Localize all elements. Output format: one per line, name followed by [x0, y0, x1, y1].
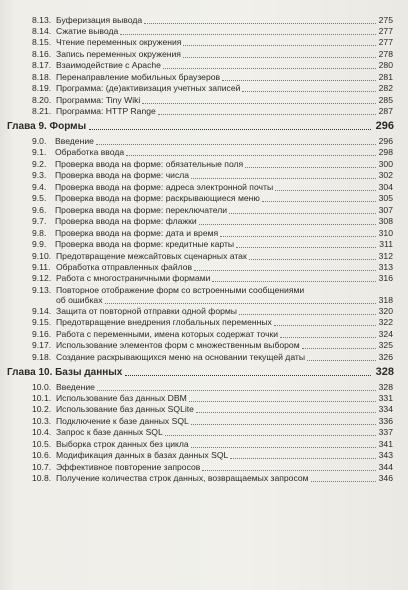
- leader-dots: [249, 259, 376, 260]
- page-number: 285: [378, 94, 393, 105]
- section-title: Проверка ввода на форме: обязательные поля: [55, 158, 244, 169]
- leader-dots: [229, 213, 376, 214]
- page-number: 277: [378, 25, 393, 36]
- section-number: 9.8.: [32, 227, 47, 238]
- section-number: 10.7.: [32, 461, 52, 472]
- section-title: Проверка ввода на форме: флажки: [55, 216, 197, 227]
- page-number: 322: [378, 317, 393, 328]
- page-number: 344: [378, 461, 393, 472]
- section-title: Выборка строк данных без цикла: [56, 438, 189, 449]
- page-number: 331: [378, 392, 393, 403]
- leader-dots: [302, 348, 376, 349]
- section-number: 8.19.: [32, 83, 52, 94]
- section-title-continued: об ошибках: [56, 294, 103, 305]
- leader-dots: [220, 236, 376, 237]
- section-title: Использование баз данных SQLite: [56, 404, 194, 415]
- leader-dots: [194, 270, 376, 271]
- section-title: Обработка отправленных файлов: [56, 261, 193, 272]
- page-number: 310: [378, 227, 393, 238]
- section-number: 10.2.: [32, 404, 52, 415]
- section-title: Работа с многостраничными формами: [56, 273, 211, 284]
- page-number: 316: [378, 273, 393, 284]
- section-title: Использование баз данных DBM: [56, 392, 187, 403]
- page-number: 328: [375, 365, 394, 378]
- page-number: 320: [378, 305, 393, 316]
- section-number: 9.16.: [32, 328, 52, 339]
- page-number: 313: [378, 261, 393, 272]
- section-title: Программа: Tiny Wiki: [56, 94, 141, 105]
- section-title: Эффективное повторение запросов: [56, 461, 201, 472]
- section-title: Чтение переменных окружения: [56, 37, 182, 48]
- leader-dots: [158, 114, 376, 115]
- leader-dots: [97, 390, 376, 391]
- leader-dots: [230, 458, 376, 459]
- section-number: 8.13.: [32, 14, 52, 25]
- section-number: 8.21.: [32, 106, 52, 117]
- section-title: Обработка ввода: [55, 147, 125, 158]
- leader-dots: [189, 401, 376, 402]
- page-number: 307: [378, 204, 393, 215]
- section-number: 9.6.: [32, 204, 47, 215]
- section-title: Создание раскрывающихся меню на основании текущей даты: [56, 351, 306, 362]
- leader-dots: [222, 80, 376, 81]
- leader-dots: [183, 45, 376, 46]
- page-number: 298: [378, 147, 393, 158]
- page-number: 300: [378, 158, 393, 169]
- page-number: 275: [378, 14, 393, 25]
- page-number: 326: [378, 351, 393, 362]
- section-title: Программа: HTTP Range: [56, 106, 156, 117]
- section-number: 10.8.: [32, 473, 52, 484]
- leader-dots: [199, 224, 376, 225]
- section-number: 10.0.: [32, 381, 52, 392]
- section-number: 8.20.: [32, 94, 52, 105]
- section-title: Сжатие вывода: [56, 25, 119, 36]
- page-number: 278: [378, 48, 393, 59]
- section-number: 10.6.: [32, 450, 52, 461]
- section-title: Предотвращение межсайтовых сценарных атак: [56, 250, 247, 261]
- leader-dots: [142, 103, 376, 104]
- section-title: Введение: [56, 381, 95, 392]
- leader-dots: [307, 360, 376, 361]
- section-number: 10.3.: [32, 415, 52, 426]
- page-number: 324: [378, 328, 393, 339]
- section-number: 9.14.: [32, 305, 52, 316]
- section-number: 9.4.: [32, 181, 47, 192]
- page-number: 318: [378, 294, 393, 305]
- page-number: 334: [378, 404, 393, 415]
- section-number: 8.16.: [32, 48, 52, 59]
- leader-dots: [196, 412, 376, 413]
- section-number: 9.12.: [32, 273, 52, 284]
- leader-dots: [165, 435, 376, 436]
- section-title: Программа: (де)активизация учетных записей: [56, 83, 241, 94]
- section-title: Подключение к базе данных SQL: [56, 415, 189, 426]
- section-number: 9.15.: [32, 317, 52, 328]
- section-number: 8.15.: [32, 37, 52, 48]
- page-number: 337: [378, 427, 393, 438]
- leader-dots: [144, 23, 376, 24]
- page-number: 281: [378, 71, 393, 82]
- section-number: 9.10.: [32, 250, 52, 261]
- section-title: Запрос к базе данных SQL: [56, 427, 163, 438]
- page-number: 343: [378, 450, 393, 461]
- section-number: 9.13.: [32, 284, 52, 295]
- section-number: 9.0.: [32, 136, 47, 146]
- section-title: Проверка ввода на форме: адреса электронной почты: [55, 181, 274, 192]
- section-number: 9.3.: [32, 170, 47, 181]
- leader-dots: [275, 190, 376, 191]
- section-number: 8.14.: [32, 25, 52, 36]
- leader-dots: [126, 155, 376, 156]
- section-title: Проверка ввода на форме: дата и время: [55, 227, 219, 238]
- section-number: 10.1.: [32, 392, 52, 403]
- section-title: Модификация данных в базах данных SQL: [56, 450, 229, 461]
- page-number: 287: [378, 106, 393, 117]
- page-number: 336: [378, 415, 393, 426]
- leader-dots: [191, 178, 376, 179]
- section-number: 9.9.: [32, 239, 47, 250]
- page-number: 277: [378, 37, 393, 48]
- section-number: 9.17.: [32, 340, 52, 351]
- chapter-title: Глава 9. Формы: [7, 121, 87, 133]
- leader-dots: [89, 129, 371, 130]
- section-title: Проверка ввода на форме: раскрывающиеся меню: [55, 193, 260, 204]
- leader-dots: [311, 481, 376, 482]
- leader-dots: [163, 68, 376, 69]
- page-number: 312: [378, 250, 393, 261]
- section-title: Введение: [55, 136, 94, 146]
- section-title: Работа с переменными, имена которых содержат точки: [56, 328, 279, 339]
- page-number: 311: [379, 239, 393, 250]
- leader-dots: [191, 424, 376, 425]
- section-title: Запись переменных окружения: [56, 48, 181, 59]
- chapter-title: Глава 10. Базы данных: [7, 366, 123, 378]
- page-number: 341: [378, 438, 393, 449]
- leader-dots: [236, 247, 376, 248]
- section-number: 10.5.: [32, 438, 52, 449]
- page-number: 305: [378, 193, 393, 204]
- leader-dots: [242, 91, 376, 92]
- leader-dots: [96, 144, 376, 145]
- leader-dots: [245, 167, 376, 168]
- leader-dots: [202, 470, 376, 471]
- section-number: 10.4.: [32, 427, 52, 438]
- page-number: 308: [378, 216, 393, 227]
- section-title: Защита от повторной отправки одной формы: [56, 305, 237, 316]
- section-number: 9.1.: [32, 147, 47, 158]
- leader-dots: [274, 325, 376, 326]
- section-number: 9.2.: [32, 158, 47, 169]
- page-number: 325: [378, 340, 393, 351]
- section-number: 8.18.: [32, 71, 52, 82]
- page-number: 280: [378, 60, 393, 71]
- leader-dots: [120, 34, 376, 35]
- section-title: Буферизация вывода: [56, 14, 143, 25]
- section-number: 9.7.: [32, 216, 47, 227]
- section-title: Перенаправление мобильных браузеров: [56, 71, 221, 82]
- leader-dots: [280, 337, 376, 338]
- page-number: 296: [375, 120, 394, 133]
- section-number: 9.18.: [32, 351, 52, 362]
- page-number: 302: [378, 170, 393, 181]
- page-number: 304: [378, 181, 393, 192]
- section-number: 8.17.: [32, 60, 52, 71]
- section-title: Предотвращение внедрения глобальных переменных: [56, 317, 272, 328]
- section-title: Повторное отображение форм со встроенными сообщениями: [56, 284, 305, 295]
- page-number: 282: [378, 83, 393, 94]
- leader-dots: [191, 447, 376, 448]
- section-number: 9.11.: [32, 261, 51, 272]
- page-number: 328: [378, 381, 393, 392]
- leader-dots: [105, 303, 376, 304]
- section-title: Проверка ввода на форме: числа: [55, 170, 190, 181]
- section-title: Взаимодействие с Apache: [56, 60, 161, 71]
- page-number: 346: [378, 473, 393, 484]
- section-title: Проверка ввода на форме: кредитные карты: [55, 239, 235, 250]
- leader-dots: [125, 375, 371, 376]
- leader-dots: [212, 281, 376, 282]
- section-title: Проверка ввода на форме: переключатели: [55, 204, 228, 215]
- section-title: Получение количества строк данных, возвращаемых запросом: [56, 473, 309, 484]
- leader-dots: [183, 57, 376, 58]
- section-title: Использование элементов форм с множественным выбором: [56, 340, 300, 351]
- leader-dots: [239, 314, 376, 315]
- page-number: 296: [378, 136, 393, 146]
- leader-dots: [262, 201, 376, 202]
- section-number: 9.5.: [32, 193, 47, 204]
